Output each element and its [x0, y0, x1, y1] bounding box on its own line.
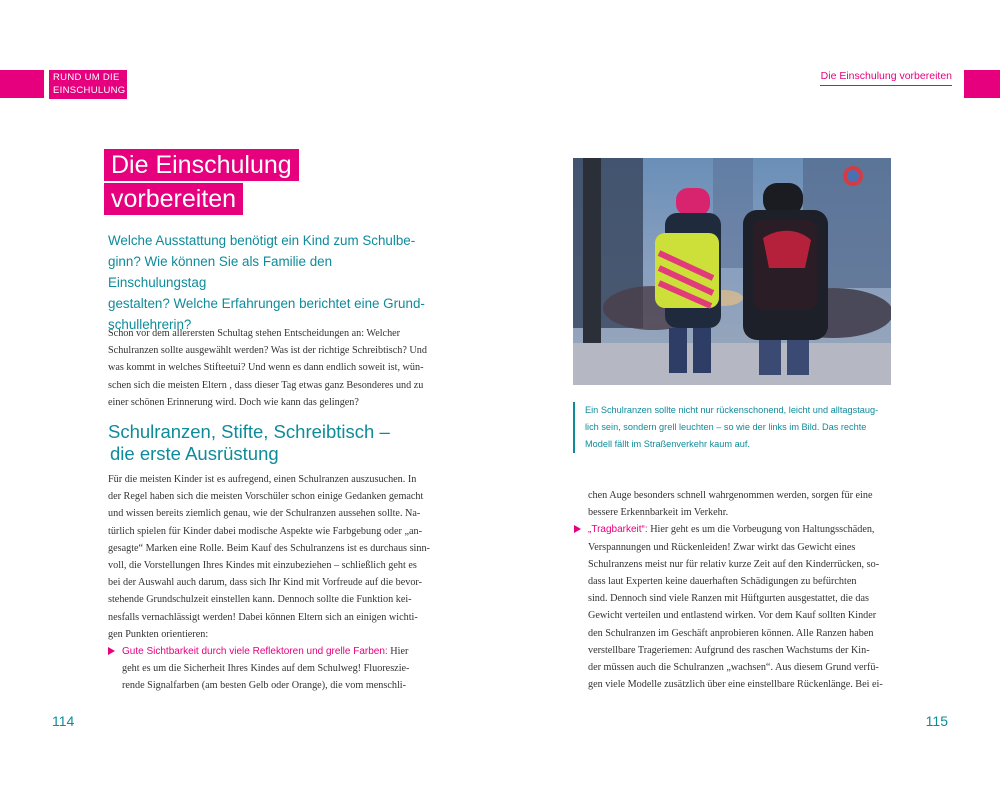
page-title-line2: vorbereiten	[104, 183, 243, 215]
text-line: einer schönen Erinnerung wird. Doch wie kann das gelingen?	[108, 396, 359, 408]
section-heading-line2: die erste Ausrüstung	[110, 443, 279, 464]
caption-line: Ein Schulranzen sollte nicht nur rückenschonend, leicht und alltagstaug-	[585, 405, 879, 415]
text-line: nesfalls vernachlässigt werden! Dabei können Eltern sich an einigen wichti-	[108, 611, 418, 623]
section-heading	[108, 421, 430, 465]
page-title-line1: Die Einschulung	[104, 149, 299, 181]
text-line: voll, die Vorstellungen Ihres Kindes mit einzubeziehen – schließlich geht es	[108, 560, 417, 572]
body-right-column	[574, 487, 892, 693]
photo-children-with-backpacks	[573, 158, 891, 385]
page-number-left: 114	[52, 713, 75, 729]
text-line: chen Auge besonders schnell wahrgenommen werden, sorgen für eine	[588, 490, 873, 501]
section-heading-line1: Schulranzen, Stifte, Schreibtisch –	[108, 421, 390, 442]
header-accent-bar-right	[964, 70, 1000, 98]
text-line: türlich spielen für Kinder dabei modische Aspekte wie Farbgebung oder „an-	[108, 525, 423, 537]
bullet-item-wearability	[574, 521, 892, 693]
photo-caption	[573, 402, 903, 453]
text-line	[122, 643, 430, 660]
bullet-item-visibility	[108, 643, 430, 695]
bullet-text: Hier geht es um die Vorbeugung von Haltungsschäden,	[647, 524, 875, 536]
text-line: Verspannungen und Rückenleiden! Zwar wirkt das Gewicht eines	[588, 541, 856, 553]
text-line: Für die meisten Kinder ist es aufregend, einen Schulranzen auszusuchen. In	[108, 474, 417, 485]
text-line: gesagte“ Marken eine Rolle. Beim Kauf des Schulranzens ist es durchaus sinn-	[108, 542, 430, 554]
text-line: sind. Dennoch sind viele Ranzen mit Hüftgurten ausgestattet, die das	[588, 593, 869, 605]
text-line: den Schulranzen im Geschäft anprobieren können. Alle Ranzen haben	[588, 627, 874, 639]
lead-line: ginn? Wie können Sie als Familie den Einschulungstag	[108, 254, 333, 290]
lead-line: gestalten? Welche Erfahrungen berichtet eine Grund-	[108, 296, 425, 311]
text-line: was kommt in welches Stifteetui? Und wenn es dann endlich soweit ist, wün-	[108, 362, 424, 374]
running-head-rule	[820, 85, 952, 86]
bullet-triangle-icon	[574, 525, 581, 533]
text-line: der Regel haben sich die meisten Vorschüler schon einige Gedanken gemacht	[108, 491, 424, 503]
running-head: Die Einschulung vorbereiten	[820, 70, 952, 82]
page-number-right: 115	[925, 713, 948, 729]
text-line: gen viele Modelle zusätzlich über eine einstellbare Rückenlänge. Bei ei-	[588, 679, 883, 691]
section-tab-line1: RUND UM DIE	[53, 72, 120, 83]
section-tab	[49, 70, 127, 99]
text-line	[588, 521, 892, 538]
text-line: rende Signalfarben (am besten Gelb oder Orange), die vom menschli-	[122, 680, 407, 692]
text-line: Schulranzens meist nur für relativ kurze Zeit auf den Kinderrücken, so-	[588, 558, 880, 570]
caption-line: lich sein, sondern grell leuchten – so wie der links im Bild. Das rechte	[585, 422, 867, 432]
text-line: gen Punkten orientieren:	[108, 628, 209, 640]
bullet-label: Gute Sichtbarkeit durch viele Reflektoren und grelle Farben:	[122, 646, 388, 658]
text-line: Schon vor dem allerersten Schultag stehen Entscheidungen an: Welcher	[108, 328, 401, 339]
text-line: schen sich die meisten Eltern , dass dieser Tag etwas ganz Besonderes und zu	[108, 379, 424, 391]
body-left-column	[108, 471, 430, 695]
bullet-triangle-icon	[108, 647, 115, 655]
lead-line: Welche Ausstattung benötigt ein Kind zum Schulbe-	[108, 233, 416, 248]
text-line: der müssen auch die Schulranzen „wachsen“. Aus diesem Grund verfü-	[588, 662, 879, 674]
text-line: bessere Erkennbarkeit im Verkehr.	[588, 507, 729, 519]
text-line: verstellbare Trageriemen: Aufgrund des raschen Wachstums der Kin-	[588, 644, 870, 656]
text-line: bei der Auswahl auch darum, dass sich Ihr Kind mit Vorfreude auf die bevor-	[108, 577, 423, 589]
text-line: Schulranzen sollte ausgewählt werden? Was ist der richtige Schreibtisch? Und	[108, 345, 427, 357]
caption-line: Modell fällt im Straßenverkehr kaum auf.	[585, 439, 750, 449]
text-line: Gewicht verteilen und entlastend wirken. Vor dem Kauf sollten Kinder	[588, 610, 877, 622]
intro-paragraph	[108, 325, 430, 411]
lead-line: schullehrerin?	[108, 317, 192, 332]
text-line: stehende Grundschulzeit einstellen kann. Dennoch sollte die Funktion kei-	[108, 594, 412, 606]
header-accent-bar-left	[0, 70, 44, 98]
bullet-text: Hier	[387, 646, 409, 658]
bullet-label: „Tragbarkeit“:	[588, 524, 648, 536]
section-tab-line2: EINSCHULUNG	[53, 85, 126, 96]
lead-paragraph	[108, 230, 428, 335]
text-line: dass laut Experten keine dauerhaften Schädigungen zu befürchten	[588, 576, 857, 588]
text-line: geht es um die Sicherheit Ihres Kindes auf dem Schulweg! Fluoreszie-	[122, 663, 410, 675]
text-line: und wissen bereits ziemlich genau, wie der Schulranzen aussehen sollte. Na-	[108, 508, 421, 520]
